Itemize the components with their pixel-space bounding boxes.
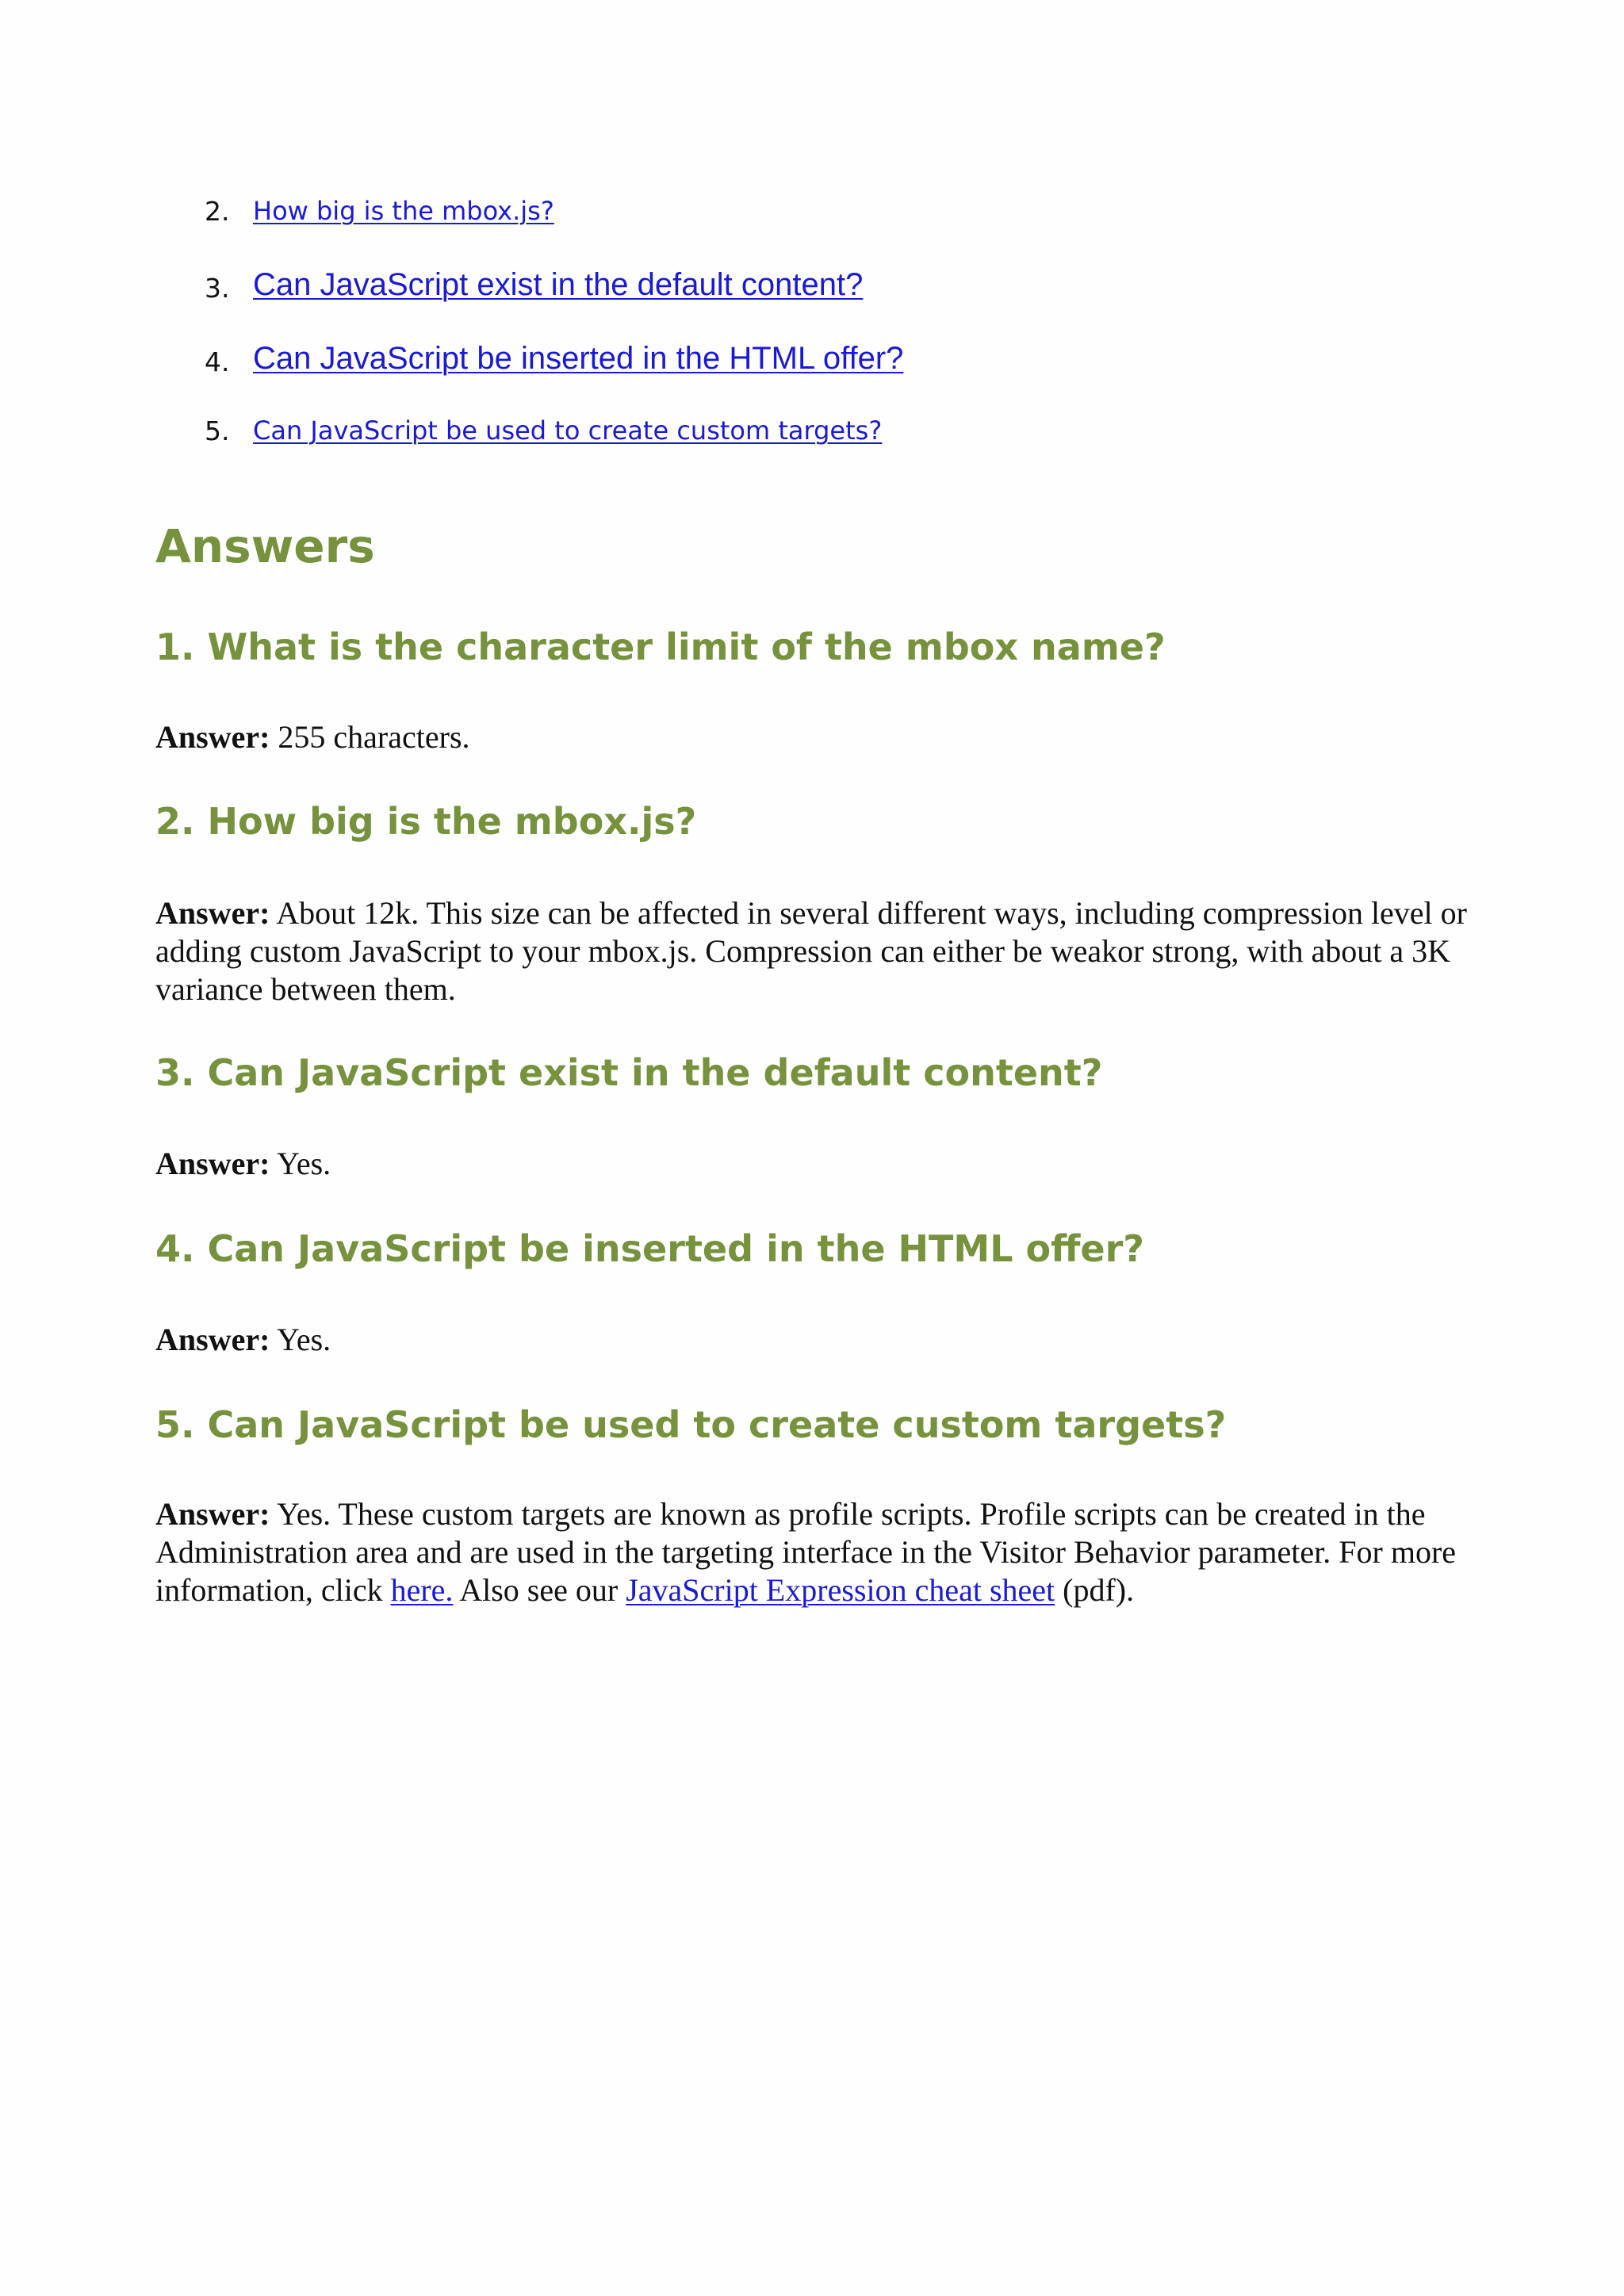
- answer-text: (pdf).: [1055, 1572, 1135, 1608]
- answer-label: Answer:: [155, 1322, 270, 1357]
- question-heading-1: 1. What is the character limit of the mbox name?: [155, 626, 1166, 668]
- answer-text: Yes.: [270, 1322, 331, 1357]
- answer-4: [155, 1321, 1472, 1359]
- answer-label: Answer:: [155, 1496, 270, 1532]
- toc-link-mbox-size[interactable]: How big is the mbox.js?: [253, 196, 554, 226]
- answer-3: [155, 1145, 1472, 1183]
- answer-text: Yes.: [270, 1146, 331, 1181]
- here-link[interactable]: here.: [390, 1572, 454, 1608]
- answer-2: [155, 894, 1472, 1008]
- answer-text: 255 characters.: [270, 719, 470, 755]
- answer-5: [155, 1495, 1472, 1609]
- answer-label: Answer:: [155, 719, 270, 755]
- answer-text: About 12k. This size can be affected in several different ways, including compression level or adding custom JavaScript to your mbox.js. Compression can either be weakor strong, with about a 3K variance between them.: [155, 895, 1467, 1007]
- question-heading-4: 4. Can JavaScript be inserted in the HTML offer?: [155, 1227, 1144, 1270]
- toc-number: 4.: [205, 346, 230, 377]
- toc-number: 5.: [205, 415, 230, 446]
- answer-text: Yes. These custom targets are known as profile scripts. Profile scripts can be created in the Administration area and are used in the targeting interface in the Visitor Behavior parameter. For more information, click: [155, 1496, 1457, 1608]
- answer-label: Answer:: [155, 895, 270, 931]
- toc-number: 2.: [205, 196, 230, 227]
- answer-label: Answer:: [155, 1146, 270, 1181]
- toc-link-js-custom-targets[interactable]: Can JavaScript be used to create custom targets?: [253, 415, 883, 446]
- toc-number: 3.: [205, 273, 230, 304]
- toc-link-js-html-offer[interactable]: Can JavaScript be inserted in the HTML offer?: [253, 341, 904, 376]
- question-heading-5: 5. Can JavaScript be used to create custom targets?: [155, 1403, 1227, 1446]
- question-heading-3: 3. Can JavaScript exist in the default content?: [155, 1051, 1103, 1094]
- answer-1: [155, 718, 1472, 756]
- cheat-sheet-link[interactable]: JavaScript Expression cheat sheet: [626, 1572, 1055, 1608]
- toc-link-js-default-content[interactable]: Can JavaScript exist in the default content?: [253, 267, 864, 302]
- answers-heading: Answers: [155, 519, 375, 573]
- answer-text: Also see our: [453, 1572, 626, 1608]
- question-heading-2: 2. How big is the mbox.js?: [155, 800, 697, 843]
